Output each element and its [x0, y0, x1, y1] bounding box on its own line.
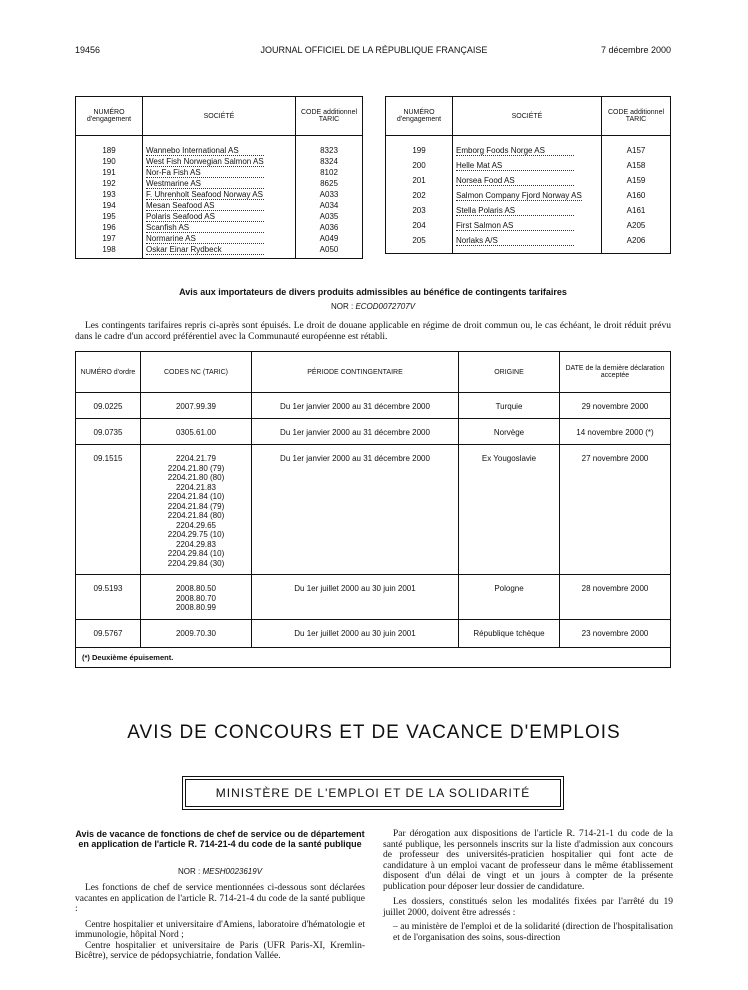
table-row	[386, 176, 671, 191]
societe-cell: West Fish Norwegian Salmon AS	[146, 157, 264, 166]
periode-cell: Du 1er janvier 2000 au 31 décembre 2000	[252, 393, 459, 419]
table-row	[386, 136, 671, 162]
notice-paragraph: Les contingents tarifaires repris ci-après sont épuisés. Le droit de douane applicable en régime de droit commun ou, le cas échéant, le droit réduit prévu dans le cadre d'un accord préférentiel avec la Communauté européenne est rétabli.	[75, 321, 671, 342]
ministry-name: MINISTÈRE DE L'EMPLOI ET DE LA SOLIDARITÉ	[215, 786, 531, 800]
col-header-date: DATE de la dernière déclaration acceptée	[560, 352, 671, 393]
code-nc: 2008.80.50	[175, 584, 217, 593]
table-row	[386, 206, 671, 221]
date-cell: 23 novembre 2000	[560, 620, 671, 648]
col-header-code: CODE additionnel TARIC	[602, 97, 671, 136]
table-row	[76, 201, 363, 212]
code-cell: A205	[626, 221, 646, 230]
col-header-societe: SOCIÉTÉ	[143, 97, 296, 136]
ministry-box	[185, 779, 561, 807]
societe-cell: Stella Polaris AS	[456, 206, 574, 216]
derogation-p3: – au ministère de l'emploi et de la solidarité (direction de l'hospitalisation et de l'organisation des soins, sous-direction	[393, 922, 673, 943]
vacancy-nor	[75, 867, 365, 876]
section-title: AVIS DE CONCOURS ET DE VACANCE D'EMPLOIS	[127, 722, 621, 743]
table-row	[76, 445, 671, 575]
societe-cell: Polaris Seafood AS	[146, 212, 264, 222]
societe-cell: Wannebo International AS	[146, 146, 264, 156]
code-nc: 2204.21.79	[175, 454, 217, 463]
numero-cell: 205	[412, 236, 426, 245]
code-cell: A161	[626, 206, 646, 215]
derogation-body	[383, 829, 673, 943]
nor-code: MESH0023619V	[202, 867, 263, 876]
code-cell: 8102	[320, 168, 338, 177]
origine-cell: République tchèque	[459, 620, 560, 648]
code-nc: 2204.21.83	[175, 482, 217, 492]
code-cell: 8324	[320, 157, 338, 166]
codes-nc-cell	[141, 419, 252, 445]
code-nc: 2204.29.75 (10)	[167, 530, 225, 539]
col-header-codes-nc: CODES NC (TARIC)	[141, 352, 252, 393]
numero-cell: 196	[102, 223, 116, 232]
societe-cell: Scanfish AS	[146, 223, 264, 233]
col-header-origine: ORIGINE	[459, 352, 560, 393]
code-cell: A160	[626, 191, 646, 200]
table-row	[76, 136, 363, 158]
numero-cell: 199	[412, 146, 426, 155]
table-row	[76, 168, 363, 179]
engagement-table-left	[75, 96, 363, 259]
code-nc: 2008.80.70	[175, 593, 217, 603]
code-cell: A033	[319, 190, 339, 199]
date-cell: 27 novembre 2000	[560, 445, 671, 575]
codes-nc-cell	[141, 575, 252, 620]
codes-nc-cell	[141, 393, 252, 419]
table-row	[76, 212, 363, 223]
numero-cell: 191	[102, 168, 116, 177]
code-nc: 2007.99.39	[175, 402, 217, 411]
numero-cell: 197	[102, 234, 116, 243]
table-row	[386, 236, 671, 254]
numero-cell: 204	[412, 221, 426, 230]
numero-cell: 198	[102, 245, 116, 254]
numero-ordre-cell: 09.5193	[76, 575, 141, 620]
table-row	[386, 161, 671, 176]
origine-cell: Ex Yougoslavie	[459, 445, 560, 575]
code-cell: A050	[319, 245, 339, 254]
periode-cell: Du 1er janvier 2000 au 31 décembre 2000	[252, 419, 459, 445]
societe-cell: Norsea Food AS	[456, 176, 574, 186]
derogation-p1: Par dérogation aux dispositions de l'article R. 714-21-1 du code de la santé publique, les personnels inscrits sur la liste d'admission aux concours de professeur des universités-praticien hospitalier qui font acte de candidature à un emploi vacant de professeur dans le même établissement disposent d'un délai de vingt et un jours à compter de la présente publication pour déposer leur dossier de candidature.	[383, 829, 673, 892]
code-nc: 2204.29.84 (30)	[167, 558, 225, 568]
code-nc: 2204.29.84 (10)	[167, 549, 225, 558]
origine-cell: Turquie	[459, 393, 560, 419]
numero-cell: 194	[102, 201, 116, 210]
col-header-numero: NUMÉRO d'engagement	[76, 97, 143, 136]
numero-ordre-cell: 09.1515	[76, 445, 141, 575]
periode-cell: Du 1er juillet 2000 au 30 juin 2001	[252, 575, 459, 620]
col-header-numero-ordre: NUMÉRO d'ordre	[76, 352, 141, 393]
code-nc: 2204.29.65	[175, 520, 217, 530]
code-cell: A035	[319, 212, 339, 221]
date-cell: 29 novembre 2000	[560, 393, 671, 419]
engagement-rows-left	[76, 136, 363, 259]
numero-cell: 203	[412, 206, 426, 215]
code-cell: A206	[626, 236, 646, 245]
date-cell: 14 novembre 2000 (*)	[560, 419, 671, 445]
col-header-periode: PÉRIODE CONTINGENTAIRE	[252, 352, 459, 393]
table-row	[386, 221, 671, 236]
code-nc: 0305.61.00	[175, 428, 217, 437]
code-nc: 2009.70.30	[175, 629, 217, 638]
societe-cell: Norlaks A/S	[456, 236, 574, 246]
table-row	[76, 419, 671, 445]
numero-cell: 193	[102, 190, 116, 199]
code-cell: A157	[626, 146, 646, 155]
table-row	[76, 190, 363, 201]
code-cell: A049	[319, 234, 339, 243]
numero-ordre-cell: 09.5767	[76, 620, 141, 648]
journal-title: JOURNAL OFFICIEL DE LA RÉPUBLIQUE FRANÇAISE	[260, 45, 488, 55]
code-nc: 2204.21.80 (80)	[167, 473, 225, 482]
code-cell: A034	[319, 201, 339, 210]
code-nc: 2204.21.84 (10)	[167, 492, 225, 501]
societe-cell: Nor-Fa Fish AS	[146, 168, 264, 178]
quota-table	[75, 351, 671, 668]
societe-cell: F. Uhrenholt Seafood Norway AS	[146, 190, 263, 199]
societe-cell: Normarine AS	[146, 234, 264, 244]
numero-cell: 200	[412, 161, 426, 170]
code-nc: 2204.21.80 (79)	[167, 463, 225, 473]
numero-ordre-cell: 09.0735	[76, 419, 141, 445]
numero-cell: 190	[102, 157, 116, 166]
periode-cell: Du 1er juillet 2000 au 30 juin 2001	[252, 620, 459, 648]
societe-cell: Westmarine AS	[146, 179, 264, 189]
numero-cell: 201	[412, 176, 426, 185]
origine-cell: Norvège	[459, 419, 560, 445]
nor-label: NOR :	[330, 302, 354, 311]
societe-cell: First Salmon AS	[456, 221, 574, 231]
col-header-societe: SOCIÉTÉ	[453, 97, 602, 136]
numero-cell: 202	[412, 191, 426, 200]
nor-code: ECOD0072707V	[355, 302, 416, 311]
code-cell: A158	[626, 161, 646, 170]
societe-cell: Mesan Seafood AS	[146, 201, 264, 211]
table-row	[76, 179, 363, 190]
code-nc: 2008.80.99	[175, 603, 217, 612]
societe-cell: Helle Mat AS	[456, 161, 574, 171]
table-row	[386, 191, 671, 206]
table-row	[76, 620, 671, 648]
issue-date: 7 décembre 2000	[600, 45, 671, 55]
table-row	[76, 223, 363, 234]
code-cell: 8323	[320, 146, 338, 155]
quota-footnote: (*) Deuxième épuisement.	[82, 653, 174, 662]
codes-nc-cell	[141, 445, 252, 575]
numero-ordre-cell: 09.0225	[76, 393, 141, 419]
code-cell: A159	[626, 176, 646, 185]
societe-cell: Emborg Foods Norge AS	[456, 146, 574, 156]
numero-cell: 189	[102, 146, 116, 155]
vacancy-title: Avis de vacance de fonctions de chef de service ou de département en application de l'article R. 714-21-4 du code de la santé publique	[75, 829, 365, 849]
vacancy-p2: Centre hospitalier et universitaire d'Amiens, laboratoire d'hématologie et immunologie, hôpital Nord ;	[75, 919, 365, 940]
table-row	[76, 575, 671, 620]
table-row	[76, 245, 363, 259]
numero-cell: 192	[102, 179, 116, 188]
code-nc: 2204.21.84 (80)	[167, 511, 225, 520]
table-row	[76, 393, 671, 419]
quota-rows	[76, 393, 671, 648]
code-cell: 8625	[320, 179, 338, 188]
numero-cell: 195	[102, 212, 116, 221]
notice-title: Avis aux importateurs de divers produits admissibles au bénéfice de contingents tarifaires	[179, 287, 567, 297]
table-row	[76, 157, 363, 168]
vacancy-body	[75, 883, 365, 962]
code-nc: 2204.29.83	[175, 539, 217, 549]
codes-nc-cell	[141, 620, 252, 648]
engagement-table-right	[385, 96, 671, 254]
derogation-p2: Les dossiers, constitués selon les modalités fixées par l'arrêté du 19 juillet 2000, doivent être adressés :	[383, 897, 673, 918]
col-header-code: CODE additionnel TARIC	[296, 97, 363, 136]
societe-cell: Salmon Company Fjord Norway AS	[456, 191, 582, 200]
engagement-rows-right	[386, 136, 671, 254]
col-header-numero: NUMÉRO d'engagement	[386, 97, 453, 136]
origine-cell: Pologne	[459, 575, 560, 620]
table-row	[76, 234, 363, 245]
notice-nor	[75, 302, 671, 311]
vacancy-p1: Les fonctions de chef de service mentionnées ci-dessous sont déclarées vacantes en application de l'article R. 714-21-4 du code de la santé publique :	[75, 883, 365, 914]
code-nc: 2204.21.84 (79)	[167, 501, 225, 511]
nor-label: NOR :	[177, 867, 201, 876]
code-cell: A036	[319, 223, 339, 232]
vacancy-p3: Centre hospitalier et universitaire de Paris (UFR Paris-XI, Kremlin-Bicêtre), service de pédopsychiatrie, fondation Vallée.	[75, 940, 365, 961]
page-number: 19456	[75, 45, 101, 55]
periode-cell: Du 1er janvier 2000 au 31 décembre 2000	[252, 445, 459, 575]
societe-cell: Oskar Einar Rydbeck	[146, 245, 264, 255]
date-cell: 28 novembre 2000	[560, 575, 671, 620]
